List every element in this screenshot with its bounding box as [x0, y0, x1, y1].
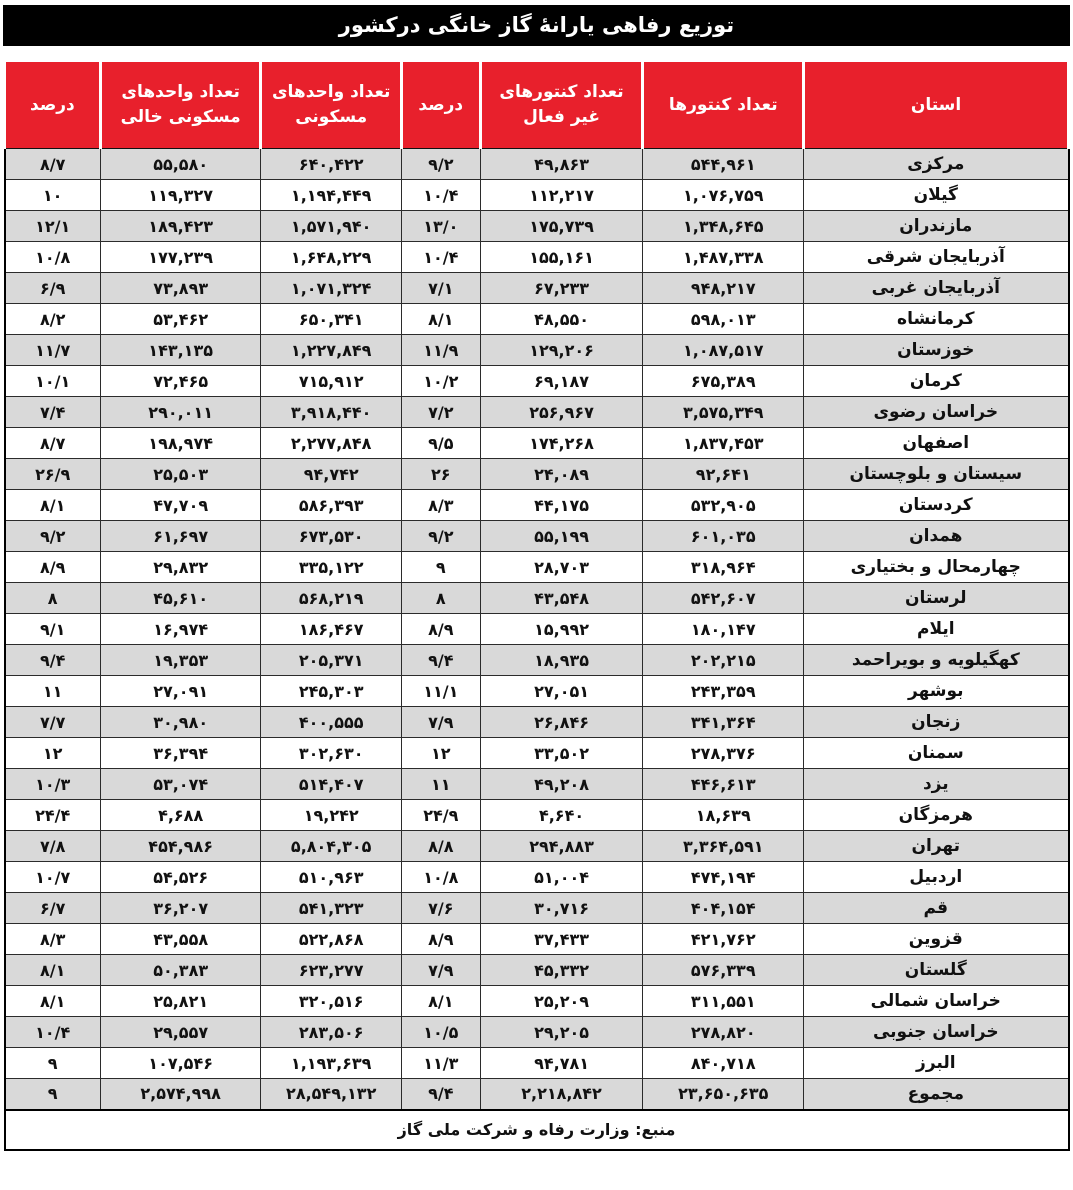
table-row [5, 924, 1069, 955]
value-cell: ۵۲۲,۸۶۸ [261, 924, 401, 955]
value-cell: ۱۳/۰ [401, 211, 480, 242]
value-cell: ۵۱۰,۹۶۳ [261, 862, 401, 893]
value-cell: ۴۴,۱۷۵ [480, 490, 643, 521]
value-cell: ۲۷,۰۵۱ [480, 676, 643, 707]
value-cell: ۷۱۵,۹۱۲ [261, 366, 401, 397]
value-cell: ۱۸,۶۳۹ [643, 800, 804, 831]
header-row [5, 61, 1069, 149]
value-cell: ۱۲/۱ [5, 211, 101, 242]
value-cell: ۲۴۳,۳۵۹ [643, 676, 804, 707]
value-cell: ۱۰۷,۵۴۶ [100, 1048, 261, 1079]
value-cell: ۱۴۳,۱۳۵ [100, 335, 261, 366]
value-cell: ۳۶,۳۹۴ [100, 738, 261, 769]
value-cell: ۲۹۰,۰۱۱ [100, 397, 261, 428]
province-cell: لرستان [804, 583, 1069, 614]
value-cell: ۵۳,۰۷۴ [100, 769, 261, 800]
value-cell: ۵۴۱,۳۲۳ [261, 893, 401, 924]
value-cell: ۳,۵۷۵,۳۴۹ [643, 397, 804, 428]
value-cell: ۲۷۸,۳۷۶ [643, 738, 804, 769]
value-cell: ۷/۷ [5, 707, 101, 738]
value-cell: ۹/۴ [401, 1079, 480, 1110]
value-cell: ۴۴۶,۶۱۳ [643, 769, 804, 800]
value-cell: ۸/۷ [5, 428, 101, 459]
value-cell: ۱۸۰,۱۴۷ [643, 614, 804, 645]
table-row [5, 459, 1069, 490]
value-cell: ۱۰/۴ [401, 180, 480, 211]
value-cell: ۱۱/۷ [5, 335, 101, 366]
value-cell: ۸/۱ [5, 955, 101, 986]
value-cell: ۲۴/۴ [5, 800, 101, 831]
value-cell: ۸/۹ [401, 614, 480, 645]
table-row [5, 490, 1069, 521]
value-cell: ۲۴/۹ [401, 800, 480, 831]
value-cell: ۳۰۲,۶۳۰ [261, 738, 401, 769]
table-row [5, 614, 1069, 645]
value-cell: ۷۳,۸۹۳ [100, 273, 261, 304]
value-cell: ۶۴۰,۴۲۲ [261, 149, 401, 180]
value-cell: ۹/۲ [5, 521, 101, 552]
table-row [5, 986, 1069, 1017]
province-cell: خوزستان [804, 335, 1069, 366]
province-cell: مرکزی [804, 149, 1069, 180]
province-cell: مجموع [804, 1079, 1069, 1110]
province-cell: همدان [804, 521, 1069, 552]
value-cell: ۸/۹ [5, 552, 101, 583]
value-cell: ۸/۳ [401, 490, 480, 521]
value-cell: ۱۰/۸ [401, 862, 480, 893]
value-cell: ۲,۲۱۸,۸۴۲ [480, 1079, 643, 1110]
total-row [5, 1079, 1069, 1110]
value-cell: ۱۷۷,۲۳۹ [100, 242, 261, 273]
value-cell: ۱,۰۷۱,۳۲۴ [261, 273, 401, 304]
value-cell: ۳۰,۷۱۶ [480, 893, 643, 924]
source-row [5, 1110, 1069, 1150]
province-cell: هرمزگان [804, 800, 1069, 831]
value-cell: ۲۷۸,۸۲۰ [643, 1017, 804, 1048]
value-cell: ۳۲۰,۵۱۶ [261, 986, 401, 1017]
value-cell: ۵۳۲,۹۰۵ [643, 490, 804, 521]
value-cell: ۶۷۵,۳۸۹ [643, 366, 804, 397]
gas-subsidy-table [3, 59, 1070, 1151]
value-cell: ۴۵۴,۹۸۶ [100, 831, 261, 862]
column-header-6: درصد [5, 61, 101, 149]
table-row [5, 521, 1069, 552]
value-cell: ۲۶/۹ [5, 459, 101, 490]
value-cell: ۱,۵۷۱,۹۴۰ [261, 211, 401, 242]
value-cell: ۱۰/۷ [5, 862, 101, 893]
value-cell: ۵۸۶,۳۹۳ [261, 490, 401, 521]
value-cell: ۴۷۴,۱۹۴ [643, 862, 804, 893]
value-cell: ۴۸,۵۵۰ [480, 304, 643, 335]
province-cell: بوشهر [804, 676, 1069, 707]
value-cell: ۱۰/۵ [401, 1017, 480, 1048]
value-cell: ۸/۷ [5, 149, 101, 180]
province-cell: قم [804, 893, 1069, 924]
value-cell: ۱,۱۹۴,۴۴۹ [261, 180, 401, 211]
value-cell: ۵۵,۱۹۹ [480, 521, 643, 552]
value-cell: ۱۲ [401, 738, 480, 769]
value-cell: ۱۰/۲ [401, 366, 480, 397]
column-header-2: تعداد کنتورهای غیر فعال [480, 61, 643, 149]
value-cell: ۱۶,۹۷۴ [100, 614, 261, 645]
table-row [5, 335, 1069, 366]
province-cell: کرمان [804, 366, 1069, 397]
value-cell: ۲۰۵,۳۷۱ [261, 645, 401, 676]
province-cell: زنجان [804, 707, 1069, 738]
value-cell: ۹ [5, 1048, 101, 1079]
value-cell: ۱,۰۸۷,۵۱۷ [643, 335, 804, 366]
value-cell: ۴۷,۷۰۹ [100, 490, 261, 521]
province-cell: یزد [804, 769, 1069, 800]
column-header-5: تعداد واحدهای مسکونی خالی [100, 61, 261, 149]
table-row [5, 1017, 1069, 1048]
table-row [5, 676, 1069, 707]
value-cell: ۲۸,۵۴۹,۱۳۲ [261, 1079, 401, 1110]
table-row [5, 428, 1069, 459]
value-cell: ۱۰/۴ [401, 242, 480, 273]
column-header-0: استان [804, 61, 1069, 149]
value-cell: ۵۱,۰۰۴ [480, 862, 643, 893]
value-cell: ۱,۱۹۳,۶۳۹ [261, 1048, 401, 1079]
table-row [5, 366, 1069, 397]
value-cell: ۷/۶ [401, 893, 480, 924]
province-cell: گیلان [804, 180, 1069, 211]
value-cell: ۹ [401, 552, 480, 583]
province-cell: مازندران [804, 211, 1069, 242]
value-cell: ۴۹,۲۰۸ [480, 769, 643, 800]
value-cell: ۶۲۳,۲۷۷ [261, 955, 401, 986]
value-cell: ۲,۲۷۷,۸۴۸ [261, 428, 401, 459]
value-cell: ۱,۶۴۸,۲۲۹ [261, 242, 401, 273]
value-cell: ۶۰۱,۰۳۵ [643, 521, 804, 552]
value-cell: ۷/۱ [401, 273, 480, 304]
value-cell: ۱۹,۳۵۳ [100, 645, 261, 676]
value-cell: ۳۰,۹۸۰ [100, 707, 261, 738]
column-header-1: تعداد کنتورها [643, 61, 804, 149]
table-row [5, 893, 1069, 924]
value-cell: ۹/۲ [401, 521, 480, 552]
value-cell: ۵۰,۳۸۳ [100, 955, 261, 986]
value-cell: ۱,۳۴۸,۶۴۵ [643, 211, 804, 242]
province-cell: چهارمحال و بختیاری [804, 552, 1069, 583]
value-cell: ۲,۵۷۴,۹۹۸ [100, 1079, 261, 1110]
table-row [5, 242, 1069, 273]
value-cell: ۶۷,۲۳۳ [480, 273, 643, 304]
value-cell: ۹ [5, 1079, 101, 1110]
value-cell: ۶۱,۶۹۷ [100, 521, 261, 552]
province-cell: گلستان [804, 955, 1069, 986]
value-cell: ۱۱/۱ [401, 676, 480, 707]
value-cell: ۱,۸۳۷,۴۵۳ [643, 428, 804, 459]
value-cell: ۸/۱ [401, 304, 480, 335]
value-cell: ۶/۹ [5, 273, 101, 304]
page-title: توزیع رفاهی یارانهٔ گاز خانگی درکشور [3, 5, 1070, 46]
value-cell: ۳۶,۲۰۷ [100, 893, 261, 924]
value-cell: ۱,۲۲۷,۸۴۹ [261, 335, 401, 366]
province-cell: آذربایجان شرقی [804, 242, 1069, 273]
value-cell: ۲۹,۲۰۵ [480, 1017, 643, 1048]
value-cell: ۶/۷ [5, 893, 101, 924]
value-cell: ۹/۲ [401, 149, 480, 180]
value-cell: ۱,۴۸۷,۳۳۸ [643, 242, 804, 273]
value-cell: ۹۴,۷۴۲ [261, 459, 401, 490]
value-cell: ۳,۹۱۸,۴۴۰ [261, 397, 401, 428]
value-cell: ۲۵,۵۰۳ [100, 459, 261, 490]
column-header-4: تعداد واحدهای مسکونی [261, 61, 401, 149]
source-note: منبع: وزارت رفاه و شرکت ملی گاز [5, 1110, 1069, 1150]
value-cell: ۶۹,۱۸۷ [480, 366, 643, 397]
table-row [5, 1048, 1069, 1079]
value-cell: ۸۴۰,۷۱۸ [643, 1048, 804, 1079]
value-cell: ۸/۳ [5, 924, 101, 955]
table-row [5, 862, 1069, 893]
value-cell: ۶۵۰,۳۴۱ [261, 304, 401, 335]
table-row [5, 707, 1069, 738]
value-cell: ۴,۶۴۰ [480, 800, 643, 831]
table-row [5, 831, 1069, 862]
province-cell: سیستان و بلوچستان [804, 459, 1069, 490]
province-cell: قزوین [804, 924, 1069, 955]
value-cell: ۴۲۱,۷۶۲ [643, 924, 804, 955]
value-cell: ۷/۹ [401, 707, 480, 738]
value-cell: ۹/۴ [5, 645, 101, 676]
value-cell: ۲۹,۵۵۷ [100, 1017, 261, 1048]
value-cell: ۵۱۴,۴۰۷ [261, 769, 401, 800]
province-cell: کهگیلویه و بویراحمد [804, 645, 1069, 676]
table-row [5, 583, 1069, 614]
value-cell: ۷/۸ [5, 831, 101, 862]
value-cell: ۲۵۶,۹۶۷ [480, 397, 643, 428]
value-cell: ۱۰/۸ [5, 242, 101, 273]
table-body [5, 149, 1069, 1110]
value-cell: ۱۵,۹۹۲ [480, 614, 643, 645]
value-cell: ۵۶۸,۲۱۹ [261, 583, 401, 614]
value-cell: ۴,۶۸۸ [100, 800, 261, 831]
value-cell: ۷/۹ [401, 955, 480, 986]
value-cell: ۹/۵ [401, 428, 480, 459]
value-cell: ۲۸۳,۵۰۶ [261, 1017, 401, 1048]
value-cell: ۱۸۹,۴۲۳ [100, 211, 261, 242]
value-cell: ۸/۱ [401, 986, 480, 1017]
value-cell: ۱۸,۹۳۵ [480, 645, 643, 676]
value-cell: ۲۹,۸۳۲ [100, 552, 261, 583]
value-cell: ۲۵,۲۰۹ [480, 986, 643, 1017]
value-cell: ۷/۴ [5, 397, 101, 428]
table-header [5, 61, 1069, 149]
province-cell: کردستان [804, 490, 1069, 521]
value-cell: ۲۴۵,۳۰۳ [261, 676, 401, 707]
value-cell: ۵۳,۴۶۲ [100, 304, 261, 335]
value-cell: ۸/۱ [5, 490, 101, 521]
province-cell: کرمانشاه [804, 304, 1069, 335]
value-cell: ۱۹,۲۴۲ [261, 800, 401, 831]
table-row [5, 800, 1069, 831]
value-cell: ۸/۲ [5, 304, 101, 335]
value-cell: ۱۰ [5, 180, 101, 211]
value-cell: ۵۴,۵۲۶ [100, 862, 261, 893]
value-cell: ۱۱/۹ [401, 335, 480, 366]
value-cell: ۱۲ [5, 738, 101, 769]
value-cell: ۲۸,۷۰۳ [480, 552, 643, 583]
value-cell: ۳۱۸,۹۶۴ [643, 552, 804, 583]
value-cell: ۴۰۰,۵۵۵ [261, 707, 401, 738]
value-cell: ۳۱۱,۵۵۱ [643, 986, 804, 1017]
value-cell: ۲۵,۸۲۱ [100, 986, 261, 1017]
value-cell: ۷۲,۴۶۵ [100, 366, 261, 397]
value-cell: ۲۶,۸۴۶ [480, 707, 643, 738]
value-cell: ۳۳,۵۰۲ [480, 738, 643, 769]
value-cell: ۹۴,۷۸۱ [480, 1048, 643, 1079]
value-cell: ۸/۱ [5, 986, 101, 1017]
table-row [5, 273, 1069, 304]
value-cell: ۴۹,۸۶۳ [480, 149, 643, 180]
value-cell: ۱۸۶,۴۶۷ [261, 614, 401, 645]
province-cell: خراسان جنوبی [804, 1017, 1069, 1048]
value-cell: ۲۹۴,۸۸۳ [480, 831, 643, 862]
value-cell: ۱۷۴,۲۶۸ [480, 428, 643, 459]
table-row [5, 397, 1069, 428]
value-cell: ۸/۹ [401, 924, 480, 955]
value-cell: ۳,۳۶۴,۵۹۱ [643, 831, 804, 862]
province-cell: البرز [804, 1048, 1069, 1079]
value-cell: ۵۹۸,۰۱۳ [643, 304, 804, 335]
province-cell: ایلام [804, 614, 1069, 645]
value-cell: ۲۳,۶۵۰,۶۳۵ [643, 1079, 804, 1110]
value-cell: ۱۱ [401, 769, 480, 800]
value-cell: ۱۱۲,۲۱۷ [480, 180, 643, 211]
province-cell: تهران [804, 831, 1069, 862]
value-cell: ۳۴۱,۳۶۴ [643, 707, 804, 738]
value-cell: ۹/۴ [401, 645, 480, 676]
value-cell: ۱۱ [5, 676, 101, 707]
value-cell: ۶۷۳,۵۳۰ [261, 521, 401, 552]
value-cell: ۸ [5, 583, 101, 614]
value-cell: ۱,۰۷۶,۷۵۹ [643, 180, 804, 211]
value-cell: ۵۵,۵۸۰ [100, 149, 261, 180]
value-cell: ۱۰/۱ [5, 366, 101, 397]
table-row [5, 955, 1069, 986]
value-cell: ۴۵,۳۳۲ [480, 955, 643, 986]
value-cell: ۲۴,۰۸۹ [480, 459, 643, 490]
value-cell: ۱۲۹,۲۰۶ [480, 335, 643, 366]
value-cell: ۲۰۲,۲۱۵ [643, 645, 804, 676]
value-cell: ۴۵,۶۱۰ [100, 583, 261, 614]
table-row [5, 645, 1069, 676]
value-cell: ۱۹۸,۹۷۴ [100, 428, 261, 459]
province-cell: اردبیل [804, 862, 1069, 893]
value-cell: ۵۷۶,۳۳۹ [643, 955, 804, 986]
table-row [5, 304, 1069, 335]
table-footer [5, 1110, 1069, 1150]
province-cell: آذربایجان غربی [804, 273, 1069, 304]
table-row [5, 769, 1069, 800]
value-cell: ۳۳۵,۱۲۲ [261, 552, 401, 583]
province-cell: سمنان [804, 738, 1069, 769]
table-row [5, 211, 1069, 242]
value-cell: ۱۰/۴ [5, 1017, 101, 1048]
column-header-3: درصد [401, 61, 480, 149]
province-cell: اصفهان [804, 428, 1069, 459]
value-cell: ۵,۸۰۴,۳۰۵ [261, 831, 401, 862]
province-cell: خراسان شمالی [804, 986, 1069, 1017]
value-cell: ۹۴۸,۲۱۷ [643, 273, 804, 304]
value-cell: ۲۷,۰۹۱ [100, 676, 261, 707]
value-cell: ۴۳,۵۴۸ [480, 583, 643, 614]
value-cell: ۹/۱ [5, 614, 101, 645]
value-cell: ۹۲,۶۴۱ [643, 459, 804, 490]
value-cell: ۷/۲ [401, 397, 480, 428]
value-cell: ۳۷,۴۳۳ [480, 924, 643, 955]
value-cell: ۱۱۹,۳۲۷ [100, 180, 261, 211]
value-cell: ۸ [401, 583, 480, 614]
value-cell: ۱۷۵,۷۳۹ [480, 211, 643, 242]
value-cell: ۱۰/۳ [5, 769, 101, 800]
value-cell: ۴۰۴,۱۵۴ [643, 893, 804, 924]
value-cell: ۱۱/۳ [401, 1048, 480, 1079]
table-row [5, 149, 1069, 180]
value-cell: ۴۳,۵۵۸ [100, 924, 261, 955]
table-row [5, 552, 1069, 583]
value-cell: ۲۶ [401, 459, 480, 490]
value-cell: ۱۵۵,۱۶۱ [480, 242, 643, 273]
province-cell: خراسان رضوی [804, 397, 1069, 428]
value-cell: ۵۴۴,۹۶۱ [643, 149, 804, 180]
table-row [5, 738, 1069, 769]
table-row [5, 180, 1069, 211]
value-cell: ۵۴۲,۶۰۷ [643, 583, 804, 614]
value-cell: ۸/۸ [401, 831, 480, 862]
